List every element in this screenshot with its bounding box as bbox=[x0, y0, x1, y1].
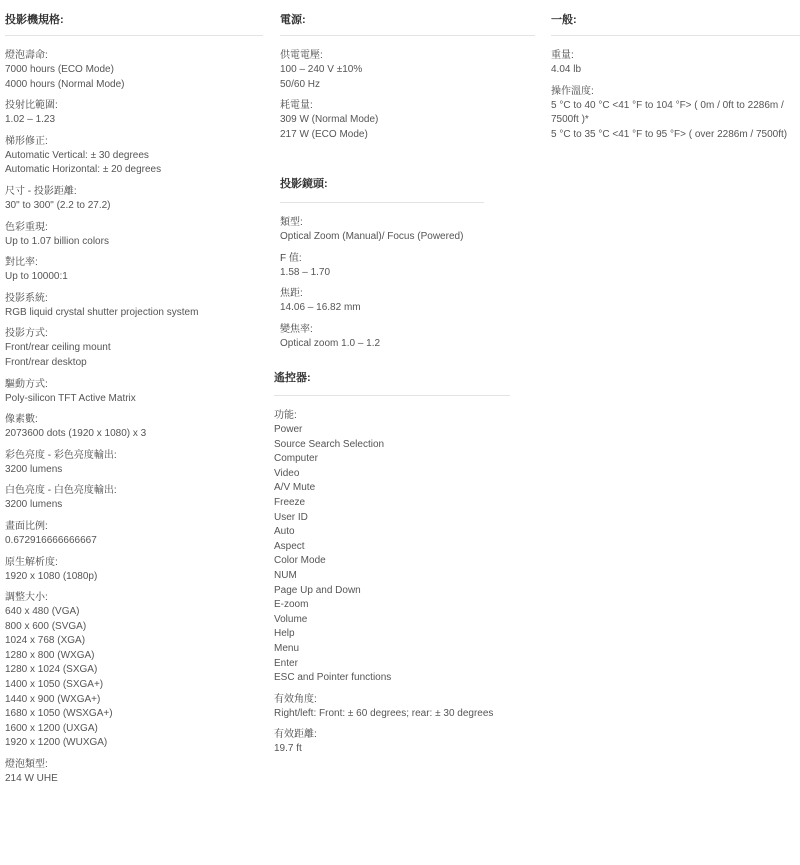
lens-spec-label: F 值: bbox=[280, 252, 302, 264]
remote-spec-label: 有效角度: bbox=[274, 693, 317, 705]
lens-spec-value: 1.58 – 1.70 bbox=[280, 266, 331, 278]
remote-spec-value: 19.7 ft bbox=[274, 743, 302, 755]
remote-spec-value: Right/left: Front: ± 60 degrees; rear: ± 30 degrees bbox=[274, 707, 494, 719]
projector-spec-item bbox=[5, 256, 263, 285]
projector-spec-label: 畫面比例: bbox=[5, 520, 48, 532]
projector-spec-value: 2073600 dots (1920 x 1080) x 3 bbox=[5, 428, 147, 440]
projector-spec-label: 原生解析度: bbox=[5, 556, 58, 568]
power-title: 電源: bbox=[280, 14, 306, 26]
general-spec-label: 重量: bbox=[551, 50, 574, 61]
power-header bbox=[280, 0, 535, 36]
general-spec-list bbox=[551, 36, 800, 142]
projector-spec-value: 30" to 300" (2.2 to 27.2) bbox=[5, 199, 111, 211]
power-spec-label: 供電電壓: bbox=[280, 50, 323, 61]
remote-spec-label: 功能: bbox=[274, 410, 297, 421]
remote-spec-label: 有效距離: bbox=[274, 729, 317, 741]
projector-spec-value: 7000 hours (ECO Mode) 4000 hours (Normal Mode) bbox=[5, 64, 125, 90]
projector-spec-item bbox=[5, 221, 263, 250]
remote-spec-item bbox=[274, 728, 510, 757]
lens-spec-label: 類型: bbox=[280, 217, 303, 228]
lens-spec-label: 焦距: bbox=[280, 288, 303, 300]
power-spec-value: 309 W (Normal Mode) 217 W (ECO Mode) bbox=[280, 114, 379, 140]
general-column bbox=[551, 0, 800, 149]
projector-spec-value: 214 W UHE bbox=[5, 773, 58, 785]
projector-spec-value: Front/rear ceiling mount Front/rear desktop bbox=[5, 342, 111, 368]
projector-spec-label: 投影方式: bbox=[5, 328, 48, 340]
projector-spec-value: Poly-silicon TFT Active Matrix bbox=[5, 392, 136, 404]
projector-spec-label: 白色亮度 - 白色亮度輸出: bbox=[5, 485, 117, 497]
projector-spec-item bbox=[5, 185, 263, 214]
lens-column bbox=[280, 175, 484, 358]
power-spec-value: 100 – 240 V ±10% 50/60 Hz bbox=[280, 64, 363, 90]
projector-spec-item bbox=[5, 520, 263, 549]
projector-spec-item bbox=[5, 378, 263, 407]
projector-spec-value: 3200 lumens bbox=[5, 463, 63, 475]
lens-spec-item bbox=[280, 323, 484, 352]
projector-spec-list bbox=[5, 36, 263, 787]
power-spec-item bbox=[280, 49, 535, 92]
remote-spec-item bbox=[274, 409, 510, 686]
lens-spec-list bbox=[280, 203, 484, 351]
projector-spec-value: Automatic Vertical: ± 30 degrees Automatic Horizontal: ± 20 degrees bbox=[5, 149, 162, 176]
projector-spec-label: 驅動方式: bbox=[5, 378, 48, 390]
remote-spec-value: Power Source Search Selection Computer Video A/V Mute Freeze User ID Auto Aspect Color Mode NUM Page Up and Down E-zoom Volume Help Menu Enter ESC and Pointer functions bbox=[274, 424, 392, 684]
power-spec-item bbox=[280, 99, 535, 142]
lens-header bbox=[280, 175, 484, 203]
projector-specs-title: 投影機規格: bbox=[5, 14, 64, 26]
projector-spec-value: Up to 10000:1 bbox=[5, 271, 68, 283]
projector-spec-label: 色彩重現: bbox=[5, 221, 48, 233]
general-spec-value: 4.04 lb bbox=[551, 64, 582, 75]
lens-spec-item bbox=[280, 287, 484, 316]
power-column bbox=[280, 0, 535, 149]
lens-spec-label: 變焦率: bbox=[280, 323, 313, 335]
power-spec-label: 耗電量: bbox=[280, 100, 313, 112]
general-spec-item bbox=[551, 49, 800, 78]
remote-title: 遙控器: bbox=[274, 372, 311, 384]
projector-spec-label: 尺寸 - 投影距離: bbox=[5, 185, 77, 197]
power-spec-list bbox=[280, 36, 535, 142]
projector-spec-label: 梯形修正: bbox=[5, 135, 48, 147]
general-spec-label: 操作溫度: bbox=[551, 85, 594, 97]
projector-spec-item bbox=[5, 556, 263, 585]
remote-header bbox=[274, 369, 510, 396]
general-spec-value: 5 °C to 40 °C <41 °F to 104 °F> ( 0m / 0ft to 2286m / 7500ft )* 5 °C to 35 °C <41 °F to 95 °F> ( over 2286m / 7500ft) bbox=[551, 99, 788, 140]
lens-spec-value: Optical zoom 1.0 – 1.2 bbox=[280, 337, 381, 349]
projector-specs-header bbox=[5, 0, 263, 36]
projector-spec-item bbox=[5, 413, 263, 442]
projector-spec-label: 彩色亮度 - 彩色亮度輸出: bbox=[5, 449, 117, 461]
projector-spec-value: 1920 x 1080 (1080p) bbox=[5, 570, 98, 582]
remote-column bbox=[274, 369, 510, 764]
projector-specs-column bbox=[5, 0, 263, 794]
lens-spec-item bbox=[280, 216, 484, 245]
projector-spec-label: 燈泡類型: bbox=[5, 759, 48, 771]
projector-spec-item bbox=[5, 484, 263, 513]
projector-spec-label: 調整大小: bbox=[5, 592, 48, 604]
general-header bbox=[551, 0, 800, 36]
projector-spec-value: Up to 1.07 billion colors bbox=[5, 235, 109, 247]
lens-spec-item bbox=[280, 252, 484, 281]
general-spec-item bbox=[551, 85, 800, 143]
lens-spec-value: Optical Zoom (Manual)/ Focus (Powered) bbox=[280, 231, 464, 242]
projector-spec-item bbox=[5, 49, 263, 92]
projector-spec-label: 對比率: bbox=[5, 257, 38, 269]
projector-spec-value: 0.672916666666667 bbox=[5, 534, 97, 546]
general-title: 一般: bbox=[551, 14, 577, 26]
projector-spec-value: 3200 lumens bbox=[5, 499, 63, 511]
projector-spec-label: 投影系統: bbox=[5, 292, 48, 304]
projector-spec-value: 640 x 480 (VGA) 800 x 600 (SVGA) 1024 x 768 (XGA) 1280 x 800 (WXGA) 1280 x 1024 (SXGA) 1400 x 1050 (SXGA+) 1440 x 900 (WXGA+) 1680 x 1050 (WSXGA+) 1600 x 1200 (UXGA) 1920 x 1200 (WUXGA) bbox=[5, 606, 113, 749]
projector-spec-value: 1.02 – 1.23 bbox=[5, 114, 56, 126]
projector-spec-item bbox=[5, 758, 263, 787]
remote-spec-item bbox=[274, 693, 510, 722]
projector-spec-item bbox=[5, 449, 263, 478]
projector-spec-item bbox=[5, 99, 263, 128]
projector-spec-label: 像素數: bbox=[5, 414, 38, 426]
projector-spec-item bbox=[5, 292, 263, 321]
projector-spec-label: 燈泡壽命: bbox=[5, 50, 48, 61]
projector-spec-item bbox=[5, 591, 263, 751]
projector-spec-label: 投射比範圍: bbox=[5, 100, 58, 112]
remote-spec-list bbox=[274, 396, 510, 757]
projector-spec-value: RGB liquid crystal shutter projection system bbox=[5, 306, 199, 318]
projector-spec-item bbox=[5, 327, 263, 370]
projector-spec-item bbox=[5, 135, 263, 178]
lens-title: 投影鏡頭: bbox=[280, 178, 328, 190]
lens-spec-value: 14.06 – 16.82 mm bbox=[280, 302, 361, 314]
